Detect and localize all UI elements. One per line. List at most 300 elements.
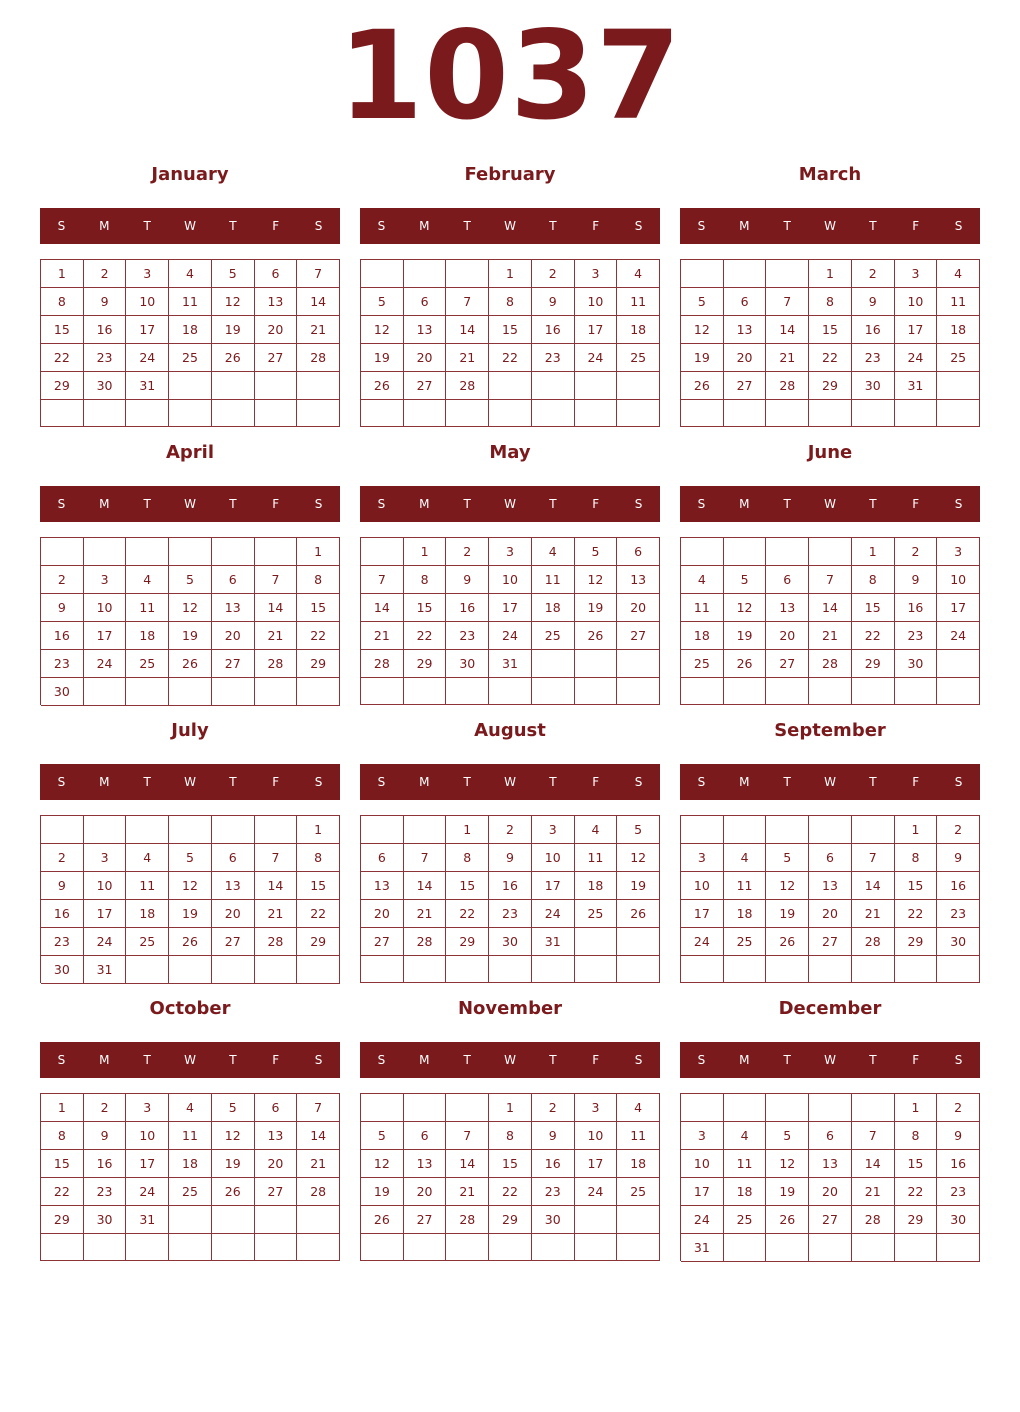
day-cell[interactable]: 29 (297, 650, 340, 678)
day-cell[interactable]: 11 (575, 844, 618, 872)
day-cell[interactable]: 20 (361, 900, 404, 928)
day-cell[interactable]: 20 (766, 622, 809, 650)
day-cell[interactable]: 17 (532, 872, 575, 900)
day-cell[interactable]: 15 (489, 1150, 532, 1178)
day-cell[interactable]: 25 (617, 344, 660, 372)
day-cell[interactable]: 11 (617, 1122, 660, 1150)
day-cell[interactable]: 4 (169, 260, 212, 288)
day-cell[interactable]: 15 (489, 316, 532, 344)
day-cell[interactable]: 31 (84, 956, 127, 984)
day-cell[interactable]: 14 (852, 1150, 895, 1178)
day-cell[interactable]: 1 (297, 816, 340, 844)
day-cell[interactable]: 18 (126, 622, 169, 650)
day-cell[interactable]: 10 (681, 872, 724, 900)
day-cell[interactable]: 25 (532, 622, 575, 650)
day-cell[interactable]: 27 (724, 372, 767, 400)
day-cell[interactable]: 30 (41, 678, 84, 706)
day-cell[interactable]: 19 (724, 622, 767, 650)
day-cell[interactable]: 30 (895, 650, 938, 678)
day-cell[interactable]: 29 (852, 650, 895, 678)
day-cell[interactable]: 2 (937, 1094, 980, 1122)
day-cell[interactable]: 1 (41, 1094, 84, 1122)
day-cell[interactable]: 11 (681, 594, 724, 622)
day-cell[interactable]: 19 (617, 872, 660, 900)
day-cell[interactable]: 10 (532, 844, 575, 872)
day-cell[interactable]: 2 (532, 1094, 575, 1122)
day-cell[interactable]: 29 (489, 1206, 532, 1234)
day-cell[interactable]: 23 (937, 900, 980, 928)
day-cell[interactable]: 6 (404, 1122, 447, 1150)
day-cell[interactable]: 13 (212, 872, 255, 900)
day-cell[interactable]: 11 (126, 594, 169, 622)
day-cell[interactable]: 1 (489, 1094, 532, 1122)
day-cell[interactable]: 3 (84, 566, 127, 594)
day-cell[interactable]: 27 (809, 1206, 852, 1234)
day-cell[interactable]: 8 (809, 288, 852, 316)
day-cell[interactable]: 30 (446, 650, 489, 678)
day-cell[interactable]: 6 (724, 288, 767, 316)
day-cell[interactable]: 12 (169, 594, 212, 622)
day-cell[interactable]: 9 (84, 288, 127, 316)
day-cell[interactable]: 10 (126, 288, 169, 316)
day-cell[interactable]: 4 (575, 816, 618, 844)
day-cell[interactable]: 2 (41, 566, 84, 594)
day-cell[interactable]: 27 (361, 928, 404, 956)
day-cell[interactable]: 5 (766, 1122, 809, 1150)
day-cell[interactable]: 20 (212, 622, 255, 650)
day-cell[interactable]: 8 (489, 1122, 532, 1150)
day-cell[interactable]: 13 (404, 1150, 447, 1178)
day-cell[interactable]: 17 (489, 594, 532, 622)
day-cell[interactable]: 16 (852, 316, 895, 344)
day-cell[interactable]: 12 (575, 566, 618, 594)
day-cell[interactable]: 24 (84, 928, 127, 956)
day-cell[interactable]: 3 (126, 1094, 169, 1122)
day-cell[interactable]: 25 (617, 1178, 660, 1206)
day-cell[interactable]: 10 (575, 1122, 618, 1150)
day-cell[interactable]: 17 (575, 316, 618, 344)
day-cell[interactable]: 2 (852, 260, 895, 288)
day-cell[interactable]: 23 (41, 928, 84, 956)
day-cell[interactable]: 8 (41, 288, 84, 316)
day-cell[interactable]: 2 (937, 816, 980, 844)
day-cell[interactable]: 8 (297, 566, 340, 594)
day-cell[interactable]: 31 (681, 1234, 724, 1262)
day-cell[interactable]: 12 (617, 844, 660, 872)
day-cell[interactable]: 8 (895, 844, 938, 872)
day-cell[interactable]: 3 (575, 1094, 618, 1122)
day-cell[interactable]: 8 (446, 844, 489, 872)
day-cell[interactable]: 18 (937, 316, 980, 344)
day-cell[interactable]: 13 (809, 1150, 852, 1178)
day-cell[interactable]: 4 (617, 1094, 660, 1122)
day-cell[interactable]: 13 (724, 316, 767, 344)
day-cell[interactable]: 17 (84, 622, 127, 650)
day-cell[interactable]: 11 (169, 1122, 212, 1150)
day-cell[interactable]: 23 (489, 900, 532, 928)
day-cell[interactable]: 17 (681, 900, 724, 928)
day-cell[interactable]: 23 (895, 622, 938, 650)
day-cell[interactable]: 17 (937, 594, 980, 622)
day-cell[interactable]: 13 (212, 594, 255, 622)
day-cell[interactable]: 14 (297, 288, 340, 316)
day-cell[interactable]: 6 (617, 538, 660, 566)
day-cell[interactable]: 9 (446, 566, 489, 594)
day-cell[interactable]: 12 (361, 1150, 404, 1178)
day-cell[interactable]: 24 (937, 622, 980, 650)
day-cell[interactable]: 20 (724, 344, 767, 372)
day-cell[interactable]: 1 (297, 538, 340, 566)
day-cell[interactable]: 10 (126, 1122, 169, 1150)
day-cell[interactable]: 22 (297, 900, 340, 928)
day-cell[interactable]: 7 (852, 844, 895, 872)
day-cell[interactable]: 3 (126, 260, 169, 288)
day-cell[interactable]: 2 (84, 1094, 127, 1122)
day-cell[interactable]: 12 (766, 1150, 809, 1178)
day-cell[interactable]: 14 (255, 594, 298, 622)
day-cell[interactable]: 15 (895, 1150, 938, 1178)
day-cell[interactable]: 9 (937, 844, 980, 872)
day-cell[interactable]: 30 (937, 928, 980, 956)
day-cell[interactable]: 26 (617, 900, 660, 928)
day-cell[interactable]: 28 (446, 1206, 489, 1234)
day-cell[interactable]: 18 (575, 872, 618, 900)
day-cell[interactable]: 16 (489, 872, 532, 900)
day-cell[interactable]: 29 (809, 372, 852, 400)
day-cell[interactable]: 25 (724, 928, 767, 956)
day-cell[interactable]: 24 (575, 344, 618, 372)
day-cell[interactable]: 18 (617, 1150, 660, 1178)
day-cell[interactable]: 14 (297, 1122, 340, 1150)
day-cell[interactable]: 24 (681, 928, 724, 956)
day-cell[interactable]: 6 (361, 844, 404, 872)
day-cell[interactable]: 16 (84, 1150, 127, 1178)
day-cell[interactable]: 16 (532, 316, 575, 344)
day-cell[interactable]: 2 (489, 816, 532, 844)
day-cell[interactable]: 12 (361, 316, 404, 344)
day-cell[interactable]: 3 (532, 816, 575, 844)
day-cell[interactable]: 10 (84, 594, 127, 622)
day-cell[interactable]: 19 (169, 622, 212, 650)
day-cell[interactable]: 28 (852, 1206, 895, 1234)
day-cell[interactable]: 1 (489, 260, 532, 288)
day-cell[interactable]: 14 (766, 316, 809, 344)
day-cell[interactable]: 8 (489, 288, 532, 316)
day-cell[interactable]: 24 (532, 900, 575, 928)
day-cell[interactable]: 22 (489, 1178, 532, 1206)
day-cell[interactable]: 4 (126, 844, 169, 872)
day-cell[interactable]: 16 (532, 1150, 575, 1178)
day-cell[interactable]: 14 (809, 594, 852, 622)
day-cell[interactable]: 30 (84, 1206, 127, 1234)
day-cell[interactable]: 1 (41, 260, 84, 288)
day-cell[interactable]: 22 (895, 1178, 938, 1206)
day-cell[interactable]: 20 (809, 1178, 852, 1206)
day-cell[interactable]: 12 (766, 872, 809, 900)
day-cell[interactable]: 11 (169, 288, 212, 316)
day-cell[interactable]: 7 (361, 566, 404, 594)
day-cell[interactable]: 19 (212, 316, 255, 344)
day-cell[interactable]: 8 (895, 1122, 938, 1150)
day-cell[interactable]: 3 (489, 538, 532, 566)
day-cell[interactable]: 14 (361, 594, 404, 622)
day-cell[interactable]: 10 (937, 566, 980, 594)
day-cell[interactable]: 4 (169, 1094, 212, 1122)
day-cell[interactable]: 12 (724, 594, 767, 622)
day-cell[interactable]: 5 (575, 538, 618, 566)
day-cell[interactable]: 28 (404, 928, 447, 956)
day-cell[interactable]: 25 (681, 650, 724, 678)
day-cell[interactable]: 26 (169, 928, 212, 956)
day-cell[interactable]: 22 (489, 344, 532, 372)
day-cell[interactable]: 26 (575, 622, 618, 650)
day-cell[interactable]: 1 (809, 260, 852, 288)
day-cell[interactable]: 12 (212, 1122, 255, 1150)
day-cell[interactable]: 12 (169, 872, 212, 900)
day-cell[interactable]: 7 (809, 566, 852, 594)
day-cell[interactable]: 4 (724, 1122, 767, 1150)
day-cell[interactable]: 11 (937, 288, 980, 316)
day-cell[interactable]: 23 (41, 650, 84, 678)
day-cell[interactable]: 11 (724, 872, 767, 900)
day-cell[interactable]: 25 (126, 650, 169, 678)
day-cell[interactable]: 1 (446, 816, 489, 844)
day-cell[interactable]: 19 (361, 1178, 404, 1206)
day-cell[interactable]: 14 (852, 872, 895, 900)
day-cell[interactable]: 4 (937, 260, 980, 288)
day-cell[interactable]: 9 (489, 844, 532, 872)
day-cell[interactable]: 2 (895, 538, 938, 566)
day-cell[interactable]: 28 (297, 344, 340, 372)
day-cell[interactable]: 7 (404, 844, 447, 872)
day-cell[interactable]: 21 (297, 316, 340, 344)
day-cell[interactable]: 20 (212, 900, 255, 928)
day-cell[interactable]: 3 (895, 260, 938, 288)
day-cell[interactable]: 28 (297, 1178, 340, 1206)
day-cell[interactable]: 7 (297, 260, 340, 288)
day-cell[interactable]: 5 (169, 844, 212, 872)
day-cell[interactable]: 6 (212, 566, 255, 594)
day-cell[interactable]: 20 (617, 594, 660, 622)
day-cell[interactable]: 13 (404, 316, 447, 344)
day-cell[interactable]: 25 (126, 928, 169, 956)
day-cell[interactable]: 17 (575, 1150, 618, 1178)
day-cell[interactable]: 18 (681, 622, 724, 650)
day-cell[interactable]: 14 (446, 1150, 489, 1178)
day-cell[interactable]: 27 (404, 1206, 447, 1234)
day-cell[interactable]: 9 (895, 566, 938, 594)
day-cell[interactable]: 2 (41, 844, 84, 872)
day-cell[interactable]: 3 (937, 538, 980, 566)
day-cell[interactable]: 28 (809, 650, 852, 678)
day-cell[interactable]: 4 (532, 538, 575, 566)
day-cell[interactable]: 13 (809, 872, 852, 900)
day-cell[interactable]: 25 (169, 1178, 212, 1206)
day-cell[interactable]: 30 (84, 372, 127, 400)
day-cell[interactable]: 31 (126, 1206, 169, 1234)
day-cell[interactable]: 1 (895, 1094, 938, 1122)
day-cell[interactable]: 20 (809, 900, 852, 928)
day-cell[interactable]: 3 (84, 844, 127, 872)
day-cell[interactable]: 18 (532, 594, 575, 622)
day-cell[interactable]: 4 (126, 566, 169, 594)
day-cell[interactable]: 9 (532, 288, 575, 316)
day-cell[interactable]: 8 (41, 1122, 84, 1150)
day-cell[interactable]: 20 (255, 316, 298, 344)
day-cell[interactable]: 21 (255, 622, 298, 650)
day-cell[interactable]: 9 (852, 288, 895, 316)
day-cell[interactable]: 22 (404, 622, 447, 650)
day-cell[interactable]: 23 (446, 622, 489, 650)
day-cell[interactable]: 20 (404, 344, 447, 372)
day-cell[interactable]: 11 (724, 1150, 767, 1178)
day-cell[interactable]: 4 (724, 844, 767, 872)
day-cell[interactable]: 15 (297, 594, 340, 622)
day-cell[interactable]: 27 (255, 344, 298, 372)
day-cell[interactable]: 19 (766, 1178, 809, 1206)
day-cell[interactable]: 27 (617, 622, 660, 650)
day-cell[interactable]: 1 (852, 538, 895, 566)
day-cell[interactable]: 6 (766, 566, 809, 594)
day-cell[interactable]: 24 (126, 1178, 169, 1206)
day-cell[interactable]: 11 (126, 872, 169, 900)
day-cell[interactable]: 22 (895, 900, 938, 928)
day-cell[interactable]: 21 (404, 900, 447, 928)
day-cell[interactable]: 21 (852, 900, 895, 928)
day-cell[interactable]: 17 (126, 1150, 169, 1178)
day-cell[interactable]: 7 (297, 1094, 340, 1122)
day-cell[interactable]: 16 (84, 316, 127, 344)
day-cell[interactable]: 6 (212, 844, 255, 872)
day-cell[interactable]: 27 (766, 650, 809, 678)
day-cell[interactable]: 21 (446, 344, 489, 372)
day-cell[interactable]: 24 (126, 344, 169, 372)
day-cell[interactable]: 27 (212, 928, 255, 956)
day-cell[interactable]: 5 (766, 844, 809, 872)
day-cell[interactable]: 18 (169, 1150, 212, 1178)
day-cell[interactable]: 18 (724, 900, 767, 928)
day-cell[interactable]: 5 (681, 288, 724, 316)
day-cell[interactable]: 25 (169, 344, 212, 372)
day-cell[interactable]: 1 (404, 538, 447, 566)
day-cell[interactable]: 5 (212, 260, 255, 288)
day-cell[interactable]: 26 (169, 650, 212, 678)
day-cell[interactable]: 22 (809, 344, 852, 372)
day-cell[interactable]: 9 (532, 1122, 575, 1150)
day-cell[interactable]: 16 (41, 622, 84, 650)
day-cell[interactable]: 7 (446, 1122, 489, 1150)
day-cell[interactable]: 24 (84, 650, 127, 678)
day-cell[interactable]: 14 (446, 316, 489, 344)
day-cell[interactable]: 17 (895, 316, 938, 344)
day-cell[interactable]: 19 (212, 1150, 255, 1178)
day-cell[interactable]: 15 (404, 594, 447, 622)
day-cell[interactable]: 28 (446, 372, 489, 400)
day-cell[interactable]: 21 (297, 1150, 340, 1178)
day-cell[interactable]: 10 (895, 288, 938, 316)
day-cell[interactable]: 21 (852, 1178, 895, 1206)
day-cell[interactable]: 26 (361, 372, 404, 400)
day-cell[interactable]: 8 (852, 566, 895, 594)
day-cell[interactable]: 5 (169, 566, 212, 594)
day-cell[interactable]: 3 (681, 844, 724, 872)
day-cell[interactable]: 13 (361, 872, 404, 900)
day-cell[interactable]: 28 (852, 928, 895, 956)
day-cell[interactable]: 21 (809, 622, 852, 650)
day-cell[interactable]: 9 (41, 872, 84, 900)
day-cell[interactable]: 23 (532, 344, 575, 372)
day-cell[interactable]: 21 (361, 622, 404, 650)
day-cell[interactable]: 21 (766, 344, 809, 372)
day-cell[interactable]: 26 (212, 1178, 255, 1206)
day-cell[interactable]: 5 (361, 288, 404, 316)
day-cell[interactable]: 7 (255, 844, 298, 872)
day-cell[interactable]: 19 (575, 594, 618, 622)
day-cell[interactable]: 6 (255, 260, 298, 288)
day-cell[interactable]: 31 (532, 928, 575, 956)
day-cell[interactable]: 15 (809, 316, 852, 344)
day-cell[interactable]: 13 (255, 288, 298, 316)
day-cell[interactable]: 2 (532, 260, 575, 288)
day-cell[interactable]: 29 (404, 650, 447, 678)
day-cell[interactable]: 6 (255, 1094, 298, 1122)
day-cell[interactable]: 12 (212, 288, 255, 316)
day-cell[interactable]: 23 (937, 1178, 980, 1206)
day-cell[interactable]: 29 (41, 372, 84, 400)
day-cell[interactable]: 8 (297, 844, 340, 872)
day-cell[interactable]: 15 (446, 872, 489, 900)
day-cell[interactable]: 26 (361, 1206, 404, 1234)
day-cell[interactable]: 24 (575, 1178, 618, 1206)
day-cell[interactable]: 7 (255, 566, 298, 594)
day-cell[interactable]: 30 (41, 956, 84, 984)
day-cell[interactable]: 31 (895, 372, 938, 400)
day-cell[interactable]: 28 (766, 372, 809, 400)
day-cell[interactable]: 15 (297, 872, 340, 900)
day-cell[interactable]: 13 (766, 594, 809, 622)
day-cell[interactable]: 30 (937, 1206, 980, 1234)
day-cell[interactable]: 16 (446, 594, 489, 622)
day-cell[interactable]: 16 (937, 872, 980, 900)
day-cell[interactable]: 28 (361, 650, 404, 678)
day-cell[interactable]: 15 (41, 316, 84, 344)
day-cell[interactable]: 10 (84, 872, 127, 900)
day-cell[interactable]: 26 (212, 344, 255, 372)
day-cell[interactable]: 26 (766, 928, 809, 956)
day-cell[interactable]: 16 (937, 1150, 980, 1178)
day-cell[interactable]: 18 (617, 316, 660, 344)
day-cell[interactable]: 15 (895, 872, 938, 900)
day-cell[interactable]: 22 (446, 900, 489, 928)
day-cell[interactable]: 28 (255, 928, 298, 956)
day-cell[interactable]: 21 (446, 1178, 489, 1206)
day-cell[interactable]: 23 (852, 344, 895, 372)
day-cell[interactable]: 19 (681, 344, 724, 372)
day-cell[interactable]: 17 (681, 1178, 724, 1206)
day-cell[interactable]: 11 (532, 566, 575, 594)
day-cell[interactable]: 18 (169, 316, 212, 344)
day-cell[interactable]: 24 (681, 1206, 724, 1234)
day-cell[interactable]: 17 (126, 316, 169, 344)
day-cell[interactable]: 6 (809, 844, 852, 872)
day-cell[interactable]: 20 (404, 1178, 447, 1206)
day-cell[interactable]: 30 (852, 372, 895, 400)
day-cell[interactable]: 22 (852, 622, 895, 650)
day-cell[interactable]: 16 (41, 900, 84, 928)
day-cell[interactable]: 25 (575, 900, 618, 928)
day-cell[interactable]: 26 (766, 1206, 809, 1234)
day-cell[interactable]: 19 (361, 344, 404, 372)
